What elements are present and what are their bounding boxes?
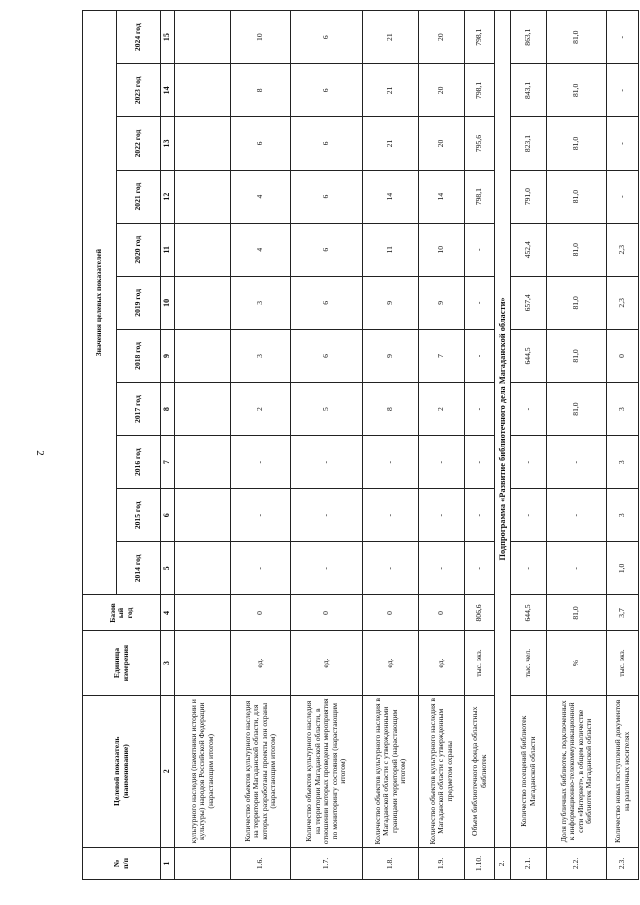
column-index: 3 <box>161 631 175 695</box>
row-year-value: 81,0 <box>547 276 607 329</box>
row-year-value: - <box>291 489 363 542</box>
row-year-value: - <box>511 436 547 489</box>
row-year-value: - <box>607 170 639 223</box>
row-year-value: 6 <box>291 170 363 223</box>
header-year: 2020 год <box>117 223 161 276</box>
header-values-group: Значения целевых показателей <box>83 11 117 595</box>
row-indicator-name: Количество объектов культурного наследия на территории Магаданской области, в отношении которых проведены мероприятия по мониторингу состояния (нарастающим итогом) <box>291 695 363 847</box>
row-year-value: - <box>419 542 465 595</box>
row-year-value: 8 <box>231 64 291 117</box>
row-year-value <box>175 64 231 117</box>
row-year-value: - <box>465 489 495 542</box>
row-year-value: 4 <box>231 170 291 223</box>
row-year-value: 81,0 <box>547 117 607 170</box>
row-unit <box>175 631 231 695</box>
row-year-value: 7 <box>419 329 465 382</box>
header-year: 2024 год <box>117 11 161 64</box>
section-title: Подпрограмма «Развитие библиотечного дела Магаданской области» <box>495 11 511 848</box>
row-year-value: 11 <box>363 223 419 276</box>
table-row <box>419 11 465 880</box>
column-index: 9 <box>161 329 175 382</box>
rotated-table-area <box>82 10 631 880</box>
column-index: 14 <box>161 64 175 117</box>
row-year-value: 6 <box>231 117 291 170</box>
column-index: 8 <box>161 383 175 436</box>
row-year-value: - <box>465 276 495 329</box>
table-row <box>547 11 607 880</box>
column-index: 6 <box>161 489 175 542</box>
row-year-value: - <box>607 64 639 117</box>
row-year-value: 863,1 <box>511 11 547 64</box>
row-year-value: 81,0 <box>547 329 607 382</box>
row-number <box>175 847 231 879</box>
row-year-value: 81,0 <box>547 11 607 64</box>
row-unit: тыс. чел. <box>511 631 547 695</box>
header-indicator: Целевой показатель (наименование) <box>83 695 161 847</box>
column-index: 10 <box>161 276 175 329</box>
header-year: 2021 год <box>117 170 161 223</box>
row-year-value: - <box>363 489 419 542</box>
row-year-value: - <box>231 542 291 595</box>
row-year-value: 81,0 <box>547 383 607 436</box>
row-base-value: 0 <box>231 595 291 631</box>
section-row <box>495 11 511 880</box>
row-unit: тыс. экз. <box>607 631 639 695</box>
row-number: 2.3. <box>607 847 639 879</box>
row-year-value: 20 <box>419 117 465 170</box>
row-base-value: 3,7 <box>607 595 639 631</box>
row-year-value: 20 <box>419 11 465 64</box>
row-year-value: 798,1 <box>465 64 495 117</box>
row-base-value: 806,6 <box>465 595 495 631</box>
row-indicator-name: Объем библиотечного фонда областных библиотек <box>465 695 495 847</box>
row-year-value: - <box>511 542 547 595</box>
row-year-value: 791,0 <box>511 170 547 223</box>
row-year-value: - <box>607 11 639 64</box>
column-index-row <box>161 11 175 880</box>
row-unit: % <box>547 631 607 695</box>
row-number: 1.7. <box>291 847 363 879</box>
table-row <box>363 11 419 880</box>
row-year-value: 1,0 <box>607 542 639 595</box>
row-year-value: 0 <box>607 329 639 382</box>
table-row <box>607 11 639 880</box>
row-year-value: 6 <box>291 11 363 64</box>
header-year: 2023 год <box>117 64 161 117</box>
row-year-value: 6 <box>291 223 363 276</box>
header-base-year: Базов ый год <box>83 595 161 631</box>
header-year: 2018 год <box>117 329 161 382</box>
row-year-value: - <box>291 436 363 489</box>
column-index: 15 <box>161 11 175 64</box>
row-year-value: 81,0 <box>547 170 607 223</box>
row-year-value: 823,1 <box>511 117 547 170</box>
row-year-value: 798,1 <box>465 170 495 223</box>
row-base-value <box>175 595 231 631</box>
row-year-value: 6 <box>291 329 363 382</box>
indicators-table <box>82 10 639 880</box>
row-year-value <box>175 489 231 542</box>
row-year-value: - <box>465 223 495 276</box>
column-index: 5 <box>161 542 175 595</box>
row-year-value <box>175 383 231 436</box>
column-index: 2 <box>161 695 175 847</box>
row-year-value: - <box>547 436 607 489</box>
row-year-value: - <box>363 542 419 595</box>
column-index: 12 <box>161 170 175 223</box>
column-index: 7 <box>161 436 175 489</box>
row-year-value: 6 <box>291 276 363 329</box>
row-year-value: 14 <box>363 170 419 223</box>
row-year-value <box>175 117 231 170</box>
row-year-value: 21 <box>363 64 419 117</box>
row-year-value: 452,4 <box>511 223 547 276</box>
row-year-value: 798,1 <box>465 11 495 64</box>
table-row <box>291 11 363 880</box>
header-year: 2014 год <box>117 542 161 595</box>
row-year-value <box>175 276 231 329</box>
row-year-value: 6 <box>291 64 363 117</box>
page-number: 2 <box>34 450 46 456</box>
row-year-value: - <box>607 117 639 170</box>
row-year-value: - <box>231 436 291 489</box>
row-number: 1.9. <box>419 847 465 879</box>
row-year-value: 843,1 <box>511 64 547 117</box>
row-year-value <box>175 436 231 489</box>
row-indicator-name: Количество объектов культурного наследия в Магаданской области с утвержденным предметом охраны <box>419 695 465 847</box>
header-row-1 <box>83 11 117 880</box>
row-year-value: 20 <box>419 64 465 117</box>
row-year-value: - <box>291 542 363 595</box>
row-year-value: 2 <box>231 383 291 436</box>
row-base-value: 0 <box>291 595 363 631</box>
row-number: 2.1. <box>511 847 547 879</box>
row-year-value: 644,5 <box>511 329 547 382</box>
row-base-value: 0 <box>363 595 419 631</box>
row-year-value <box>175 542 231 595</box>
header-year: 2017 год <box>117 383 161 436</box>
header-year: 2019 год <box>117 276 161 329</box>
row-year-value: 2,3 <box>607 276 639 329</box>
row-year-value: 2,3 <box>607 223 639 276</box>
row-year-value: - <box>465 436 495 489</box>
row-year-value <box>175 11 231 64</box>
row-number: 1.6. <box>231 847 291 879</box>
table-row <box>465 11 495 880</box>
row-year-value: 9 <box>363 329 419 382</box>
table-row <box>175 11 231 880</box>
row-year-value: - <box>363 436 419 489</box>
header-unit: Единица измерения <box>83 631 161 695</box>
header-year: 2022 год <box>117 117 161 170</box>
header-num: № п/п <box>83 847 161 879</box>
row-year-value: 9 <box>419 276 465 329</box>
row-year-value: 657,4 <box>511 276 547 329</box>
column-index: 13 <box>161 117 175 170</box>
row-year-value: 3 <box>607 383 639 436</box>
row-indicator-name: культурного наследия (памятники истории и культуры) народов Российской Федерации (нарастающим итогом) <box>175 695 231 847</box>
column-index: 4 <box>161 595 175 631</box>
row-year-value: 10 <box>231 11 291 64</box>
row-year-value: - <box>465 329 495 382</box>
row-year-value: 3 <box>607 489 639 542</box>
row-year-value: - <box>511 383 547 436</box>
row-number: 2.2. <box>547 847 607 879</box>
row-unit: тыс. экз. <box>465 631 495 695</box>
row-indicator-name: Количество новых поступлений документов на различных носителях <box>607 695 639 847</box>
row-year-value: - <box>231 489 291 542</box>
row-base-value: 644,5 <box>511 595 547 631</box>
row-unit: ед. <box>291 631 363 695</box>
column-index: 11 <box>161 223 175 276</box>
row-year-value: 3 <box>231 329 291 382</box>
row-unit: ед. <box>231 631 291 695</box>
row-year-value: 3 <box>607 436 639 489</box>
row-year-value: 3 <box>231 276 291 329</box>
row-unit: ед. <box>419 631 465 695</box>
row-year-value: 6 <box>291 117 363 170</box>
row-year-value: 21 <box>363 11 419 64</box>
row-year-value: 81,0 <box>547 223 607 276</box>
row-year-value: 81,0 <box>547 64 607 117</box>
column-index: 1 <box>161 847 175 879</box>
section-number: 2. <box>495 847 511 879</box>
row-year-value: 14 <box>419 170 465 223</box>
row-year-value: 8 <box>363 383 419 436</box>
row-year-value: - <box>419 489 465 542</box>
row-year-value: - <box>419 436 465 489</box>
row-indicator-name: Количество объектов культурного наследия в Магаданской области с утвержденными границами территорий (нарастающим итогом) <box>363 695 419 847</box>
row-number: 1.10. <box>465 847 495 879</box>
row-year-value: - <box>547 542 607 595</box>
row-year-value: 4 <box>231 223 291 276</box>
row-year-value <box>175 170 231 223</box>
row-number: 1.8. <box>363 847 419 879</box>
row-year-value: - <box>511 489 547 542</box>
row-indicator-name: Доля публичных библиотек, подключенных к информационно-телекоммуникационной сети «Интернет», в общем количестве библиотек Магаданской области <box>547 695 607 847</box>
row-year-value <box>175 223 231 276</box>
table-body <box>175 11 639 880</box>
row-year-value: - <box>547 489 607 542</box>
row-year-value: - <box>465 383 495 436</box>
row-year-value: 5 <box>291 383 363 436</box>
row-year-value: - <box>465 542 495 595</box>
row-year-value <box>175 329 231 382</box>
row-indicator-name: Количество посещений библиотек Магаданской области <box>511 695 547 847</box>
row-unit: ед. <box>363 631 419 695</box>
row-year-value: 2 <box>419 383 465 436</box>
row-year-value: 795,6 <box>465 117 495 170</box>
row-base-value: 81,0 <box>547 595 607 631</box>
row-year-value: 9 <box>363 276 419 329</box>
table-row <box>511 11 547 880</box>
header-year: 2016 год <box>117 436 161 489</box>
row-indicator-name: Количество объектов культурного наследия на территории Магаданской области, для которых разработаны проекты зон охраны (нарастающим итогом) <box>231 695 291 847</box>
row-base-value: 0 <box>419 595 465 631</box>
row-year-value: 21 <box>363 117 419 170</box>
row-year-value: 10 <box>419 223 465 276</box>
table-row <box>231 11 291 880</box>
header-year: 2015 год <box>117 489 161 542</box>
